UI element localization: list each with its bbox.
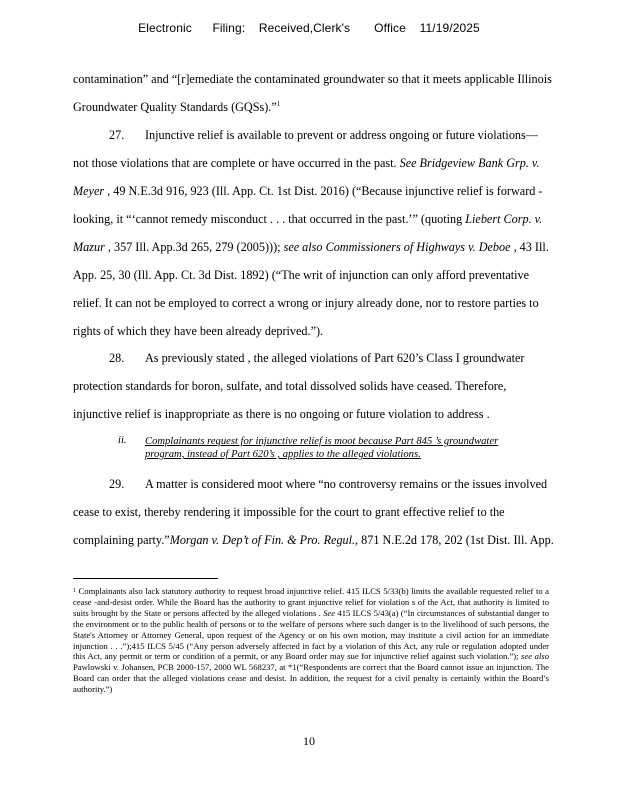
efiling-header: Electronic Filing: Received,Clerk's Office 11/19/2025 — [138, 21, 480, 35]
body-line: contamination” and “[r]emediate the contaminated groundwater so that it meets applicable Illinois — [73, 72, 552, 86]
paragraph-number: 27. — [109, 128, 125, 142]
body-line: Injunctive relief is available to prevent or address ongoing or future violations— — [145, 128, 538, 142]
body-line: Mazur , 357 Ill. App.3d 265, 279 (2005))); see also Commissioners of Highways v. Deboe , 43 Ill. — [73, 240, 549, 254]
footnote-divider — [73, 578, 218, 579]
page-number: 10 — [303, 734, 315, 748]
body-line: rights of which they have been already deprived.”). — [73, 324, 324, 338]
body-line: cease to exist, thereby rendering it impossible for the court to grant effective relief to the — [73, 505, 505, 519]
body-line: not those violations that are complete or have occurred in the past. See Bridgeview Bank Grp. v. — [73, 156, 540, 170]
footnote-marker: 1 — [73, 588, 76, 594]
body-line: injunctive relief is inappropriate as there is no ongoing or future violation to address . — [73, 407, 490, 421]
paragraph-number: 29. — [109, 477, 125, 491]
body-line: protection standards for boron, sulfate, and total dissolved solids have ceased. Therefore, — [73, 379, 507, 393]
paragraph-number: 28. — [109, 351, 125, 365]
footnote-ref[interactable]: 1 — [276, 100, 281, 108]
body-line: relief. It can not be employed to correct a wrong or injury already done, nor to restore parties to — [73, 296, 539, 310]
body-line: looking, it “‘cannot remedy misconduct . . . that occurred in the past.’” (quoting Liebert Corp. v. — [73, 212, 543, 226]
body-line: A matter is considered moot where “no controversy remains or the issues involved — [145, 477, 548, 491]
section-number: ii. — [118, 435, 127, 446]
body-line: Groundwater Quality Standards (GQSs).”$^1$ — [73, 100, 281, 115]
footnote: $^1$ Complainants also lack statutory authority to request broad injunctive relief. 415 ILCS 5/33(b) limits the available requested relief to a cease -and-desist order. While the Board has the authority to grant injunctive relief for violation s of the Act, that authority is limited to suits brought by the State or persons affected by the alleged violations . See 415 ILCS 5/43(a) (“In circumstances of substantial danger to the environment or to the public health of persons or to the welfare of persons where such danger is to the livelihood of such persons, the State's Attorney or Attorney General, upon request of the Agency or on his own motion, may institute a civil action for an immediate injunction . . .”);415 ILCS 5/45 (“Any person adversely affected in fact by a violation of this Act, any rule or regulation adopted under this Act, any permit or term or condition of a permit, or any Board order may sue for injunctive relief against such violation.”); see also Pawlowski v. Johansen, PCB 2000-157, 2000 WL 568237, at *1(“Respondents are correct that the Board cannot issue an injunction. The Board can order that the alleged violations cease and desist. In addition, the request for a civil penalty is certainly within the Board’s authority.”) — [73, 586, 549, 695]
body-line: Meyer , 49 N.E.3d 916, 923 (Ill. App. Ct. 1st Dist. 2016) (“Because injunctive relief is forward - — [73, 184, 543, 198]
body-line: complaining party.”Morgan v. Dep’t of Fin. & Pro. Regul., 871 N.E.2d 178, 202 (1st Dist. Ill. App. — [73, 533, 554, 547]
body-line: As previously stated , the alleged violations of Part 620’s Class I groundwater — [145, 351, 525, 365]
section-heading-text: Complainants request for injunctive relief is moot because Part 845 ’s groundwater program, instead of Part 620’s , applies to the alleged violations. — [145, 436, 499, 460]
body-line: App. 25, 30 (Ill. App. Ct. 3d Dist. 1892) (“The writ of injunction can only afford preventative — [73, 268, 530, 282]
